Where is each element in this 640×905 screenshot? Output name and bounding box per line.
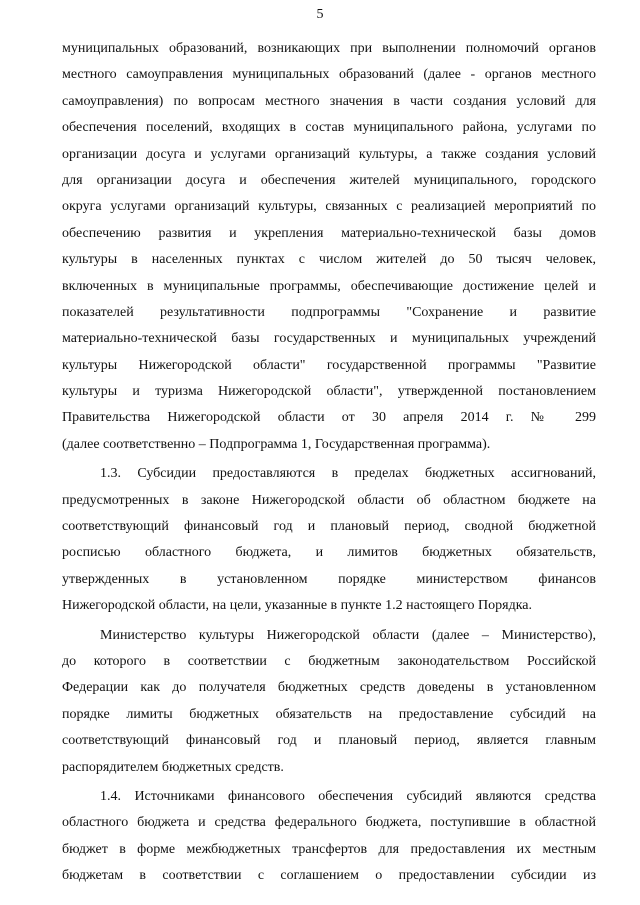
text-line: бюджетам в соответствии с соглашением о предоставлении субсидии из	[62, 868, 596, 884]
paragraph	[62, 36, 596, 458]
text-line: культуры и туризма Нижегородской области", утвержденной постановлением	[62, 384, 596, 400]
text-line: 1.4. Источниками финансового обеспечения субсидий являются средства	[100, 788, 596, 804]
text-line: росписью областного бюджета, и лимитов бюджетных обязательств,	[62, 545, 596, 561]
text-line: культуры в населенных пунктах с числом жителей до 50 тысяч человек,	[62, 252, 596, 268]
text-line: организации досуга и услугами организаций культуры, а также создания условий	[62, 146, 596, 162]
paragraph	[62, 623, 596, 781]
text-line: муниципальных образований, возникающих при выполнении полномочий органов	[62, 41, 596, 56]
text-line: до которого в соответствии с бюджетным законодательством Российской	[62, 653, 596, 669]
text-line: Нижегородской области, на цели, указанные в пункте 1.2 настоящего Порядка.	[62, 598, 532, 614]
text-line: Правительства Нижегородской области от 30 апреля 2014 г. № 299	[62, 410, 596, 426]
text-line: самоуправления) по вопросам местного значения в части создания условий для	[62, 93, 596, 109]
page-number: 5	[316, 7, 324, 22]
text-line: соответствующий финансовый год и плановый период, сводной бюджетной	[62, 519, 596, 535]
text-line: соответствующий финансовый год и плановый период, является главным	[62, 733, 596, 749]
paragraph	[62, 784, 596, 890]
text-line: обеспечения поселений, входящих в состав муниципального района, услугами по	[62, 120, 596, 136]
document-body	[62, 36, 596, 890]
text-line: Федерации как до получателя бюджетных средств доведены в установленном	[62, 680, 596, 696]
text-line: предусмотренных в законе Нижегородской области об областном бюджете на	[62, 492, 596, 508]
text-line: материально-технической базы государственных и муниципальных учреждений	[62, 331, 596, 347]
text-line: для организации досуга и обеспечения жителей муниципального, городского	[62, 172, 596, 188]
text-line: порядке лимиты бюджетных обязательств на предоставление субсидий на	[62, 706, 596, 722]
text-line: показателей результативности подпрограммы "Сохранение и развитие	[62, 304, 596, 320]
paragraph	[62, 461, 596, 619]
text-line: включенных в муниципальные программы, обеспечивающие достижение целей и	[62, 278, 596, 294]
text-line: культуры Нижегородской области" государственной программы "Развитие	[62, 357, 596, 373]
text-line: (далее соответственно – Подпрограмма 1, Государственная программа).	[62, 436, 491, 452]
text-line: утвержденных в установленном порядке министерством финансов	[62, 571, 596, 587]
text-line: обеспечению развития и укрепления материально-технической базы домов	[62, 225, 596, 241]
text-line: округа услугами организаций культуры, связанных с реализацией мероприятий по	[62, 199, 596, 215]
text-line: бюджет в форме межбюджетных трансфертов для предоставления их местным	[62, 841, 596, 857]
text-line: распорядителем бюджетных средств.	[62, 759, 284, 775]
text-line: областного бюджета и средства федерального бюджета, поступившие в областной	[62, 815, 596, 831]
text-line: местного самоуправления муниципальных образований (далее - органов местного	[62, 67, 596, 83]
text-line: Министерство культуры Нижегородской области (далее – Министерство),	[100, 627, 596, 643]
text-line: 1.3. Субсидии предоставляются в пределах бюджетных ассигнований,	[100, 466, 596, 482]
